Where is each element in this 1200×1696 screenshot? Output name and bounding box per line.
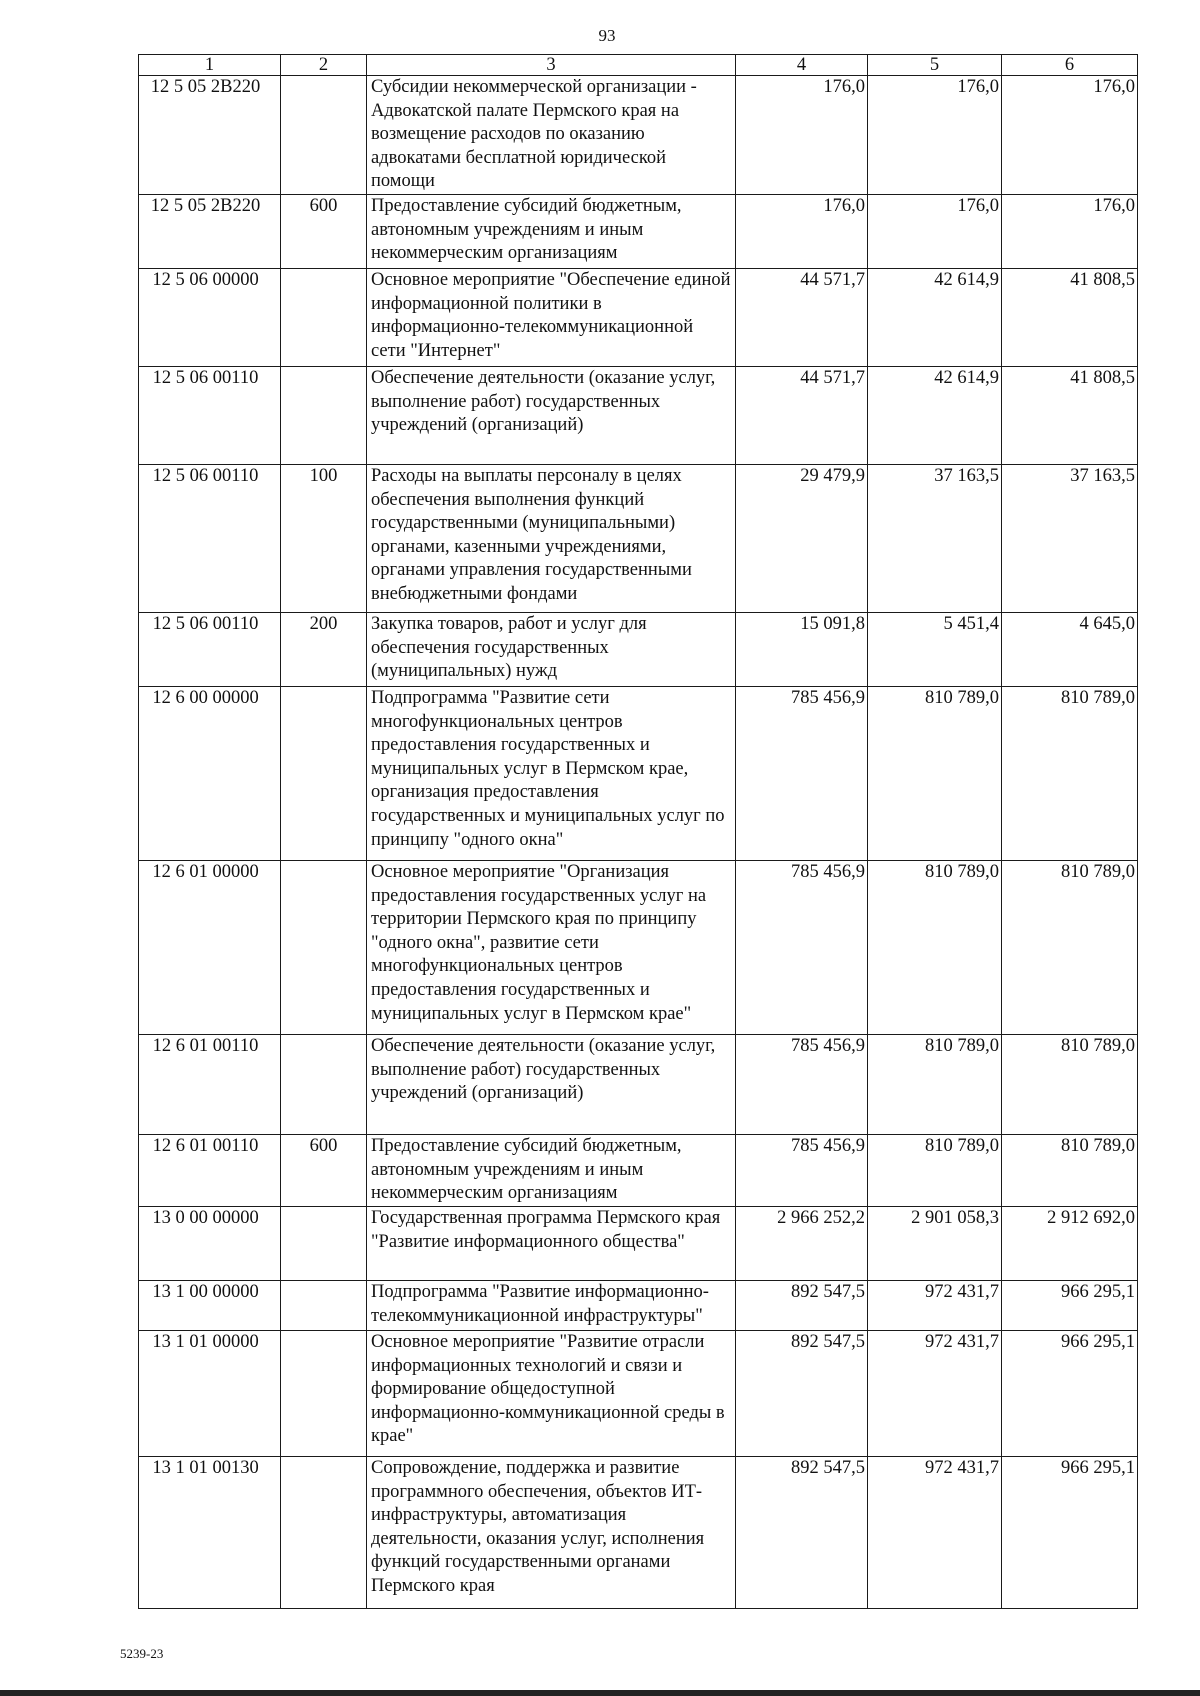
row-amount-col6: 41 808,5 — [1002, 268, 1138, 366]
row-name: Основное мероприятие "Обеспечение единой информационной политики в информационно-телекоммуникационной сети "Интернет" — [367, 268, 736, 366]
row-amount-col4: 785 456,9 — [736, 686, 868, 860]
budget-table — [138, 54, 1138, 1609]
row-name: Основное мероприятие "Организация предоставления государственных услуг на территории Пермского края по принципу "одного окна", развитие сети многофункциональных центров предоставления государственных и муниципальных услуг в Пермском крае" — [367, 860, 736, 1034]
row-amount-col5: 972 431,7 — [868, 1280, 1002, 1330]
row-expense-type: 600 — [281, 1134, 367, 1206]
table-row — [139, 464, 1138, 612]
row-name: Субсидии некоммерческой организации - Адвокатской палате Пермского края на возмещение расходов по оказанию адвокатами бесплатной юридической помощи — [367, 76, 736, 195]
row-amount-col5: 42 614,9 — [868, 268, 1002, 366]
row-expense-type — [281, 268, 367, 366]
row-amount-col4: 892 547,5 — [736, 1280, 868, 1330]
row-amount-col6: 810 789,0 — [1002, 860, 1138, 1034]
table-row — [139, 1456, 1138, 1608]
row-amount-col6: 966 295,1 — [1002, 1280, 1138, 1330]
row-code: 13 1 01 00130 — [139, 1456, 281, 1608]
row-name: Предоставление субсидий бюджетным, автономным учреждениям и иным некоммерческим организациям — [367, 194, 736, 268]
row-code: 12 6 00 00000 — [139, 686, 281, 860]
header-col-3: 3 — [367, 55, 736, 76]
row-code: 12 6 01 00110 — [139, 1134, 281, 1206]
row-name: Основное мероприятие "Развитие отрасли информационных технологий и связи и формирование общедоступной информационно-коммуникационной среды в крае" — [367, 1330, 736, 1456]
row-amount-col6: 176,0 — [1002, 76, 1138, 195]
row-expense-type — [281, 1280, 367, 1330]
row-amount-col6: 2 912 692,0 — [1002, 1206, 1138, 1280]
header-col-2: 2 — [281, 55, 367, 76]
row-name: Подпрограмма "Развитие сети многофункциональных центров предоставления государственных и муниципальных услуг в Пермском крае, организация предоставления государственных и муниципальных услуг по принципу "одного окна" — [367, 686, 736, 860]
row-amount-col4: 2 966 252,2 — [736, 1206, 868, 1280]
row-amount-col5: 810 789,0 — [868, 1134, 1002, 1206]
row-name: Обеспечение деятельности (оказание услуг, выполнение работ) государственных учреждений (организаций) — [367, 1034, 736, 1134]
row-code: 13 1 01 00000 — [139, 1330, 281, 1456]
row-expense-type — [281, 1456, 367, 1608]
row-amount-col4: 892 547,5 — [736, 1330, 868, 1456]
row-expense-type — [281, 1330, 367, 1456]
row-code: 12 5 05 2В220 — [139, 194, 281, 268]
row-code: 12 5 06 00110 — [139, 612, 281, 686]
row-amount-col5: 2 901 058,3 — [868, 1206, 1002, 1280]
row-amount-col4: 44 571,7 — [736, 268, 868, 366]
document-id: 5239-23 — [120, 1646, 164, 1661]
table-row — [139, 1206, 1138, 1280]
row-amount-col5: 972 431,7 — [868, 1456, 1002, 1608]
table-row — [139, 76, 1138, 195]
row-code: 12 5 05 2В220 — [139, 76, 281, 195]
row-name: Государственная программа Пермского края "Развитие информационного общества" — [367, 1206, 736, 1280]
row-amount-col6: 810 789,0 — [1002, 1034, 1138, 1134]
row-amount-col5: 176,0 — [868, 194, 1002, 268]
row-name: Предоставление субсидий бюджетным, автономным учреждениям и иным некоммерческим организациям — [367, 1134, 736, 1206]
row-code: 13 0 00 00000 — [139, 1206, 281, 1280]
row-amount-col6: 41 808,5 — [1002, 366, 1138, 464]
row-amount-col5: 810 789,0 — [868, 1034, 1002, 1134]
row-code: 12 5 06 00110 — [139, 366, 281, 464]
row-name: Сопровождение, поддержка и развитие программного обеспечения, объектов ИТ-инфраструктуры, автоматизация деятельности, оказания услуг, исполнения функций государственными органами Пермского края — [367, 1456, 736, 1608]
row-amount-col5: 42 614,9 — [868, 366, 1002, 464]
row-amount-col5: 37 163,5 — [868, 464, 1002, 612]
table-row — [139, 366, 1138, 464]
row-code: 12 6 01 00000 — [139, 860, 281, 1034]
row-amount-col6: 176,0 — [1002, 194, 1138, 268]
row-amount-col4: 785 456,9 — [736, 1134, 868, 1206]
row-code: 12 5 06 00000 — [139, 268, 281, 366]
table-row — [139, 1280, 1138, 1330]
row-expense-type — [281, 860, 367, 1034]
row-amount-col5: 810 789,0 — [868, 860, 1002, 1034]
header-col-5: 5 — [868, 55, 1002, 76]
row-amount-col5: 810 789,0 — [868, 686, 1002, 860]
row-amount-col6: 966 295,1 — [1002, 1456, 1138, 1608]
row-expense-type — [281, 686, 367, 860]
header-col-1: 1 — [139, 55, 281, 76]
row-amount-col5: 972 431,7 — [868, 1330, 1002, 1456]
row-amount-col5: 5 451,4 — [868, 612, 1002, 686]
row-amount-col6: 966 295,1 — [1002, 1330, 1138, 1456]
row-expense-type: 600 — [281, 194, 367, 268]
row-code: 12 6 01 00110 — [139, 1034, 281, 1134]
row-amount-col4: 44 571,7 — [736, 366, 868, 464]
row-code: 12 5 06 00110 — [139, 464, 281, 612]
row-name: Расходы на выплаты персоналу в целях обеспечения выполнения функций государственными (муниципальными) органами, казенными учреждениями, органами управления государственными внебюджетными фондами — [367, 464, 736, 612]
row-amount-col4: 785 456,9 — [736, 1034, 868, 1134]
header-col-6: 6 — [1002, 55, 1138, 76]
row-amount-col4: 892 547,5 — [736, 1456, 868, 1608]
table-row — [139, 1034, 1138, 1134]
row-amount-col6: 4 645,0 — [1002, 612, 1138, 686]
row-name: Подпрограмма "Развитие информационно-телекоммуникационной инфраструктуры" — [367, 1280, 736, 1330]
row-amount-col6: 810 789,0 — [1002, 686, 1138, 860]
row-amount-col6: 810 789,0 — [1002, 1134, 1138, 1206]
table-header-row — [139, 55, 1138, 76]
row-expense-type — [281, 76, 367, 195]
table-row — [139, 860, 1138, 1034]
row-amount-col4: 176,0 — [736, 194, 868, 268]
row-expense-type — [281, 1206, 367, 1280]
table-row — [139, 1134, 1138, 1206]
row-expense-type — [281, 366, 367, 464]
table-row — [139, 268, 1138, 366]
table-row — [139, 1330, 1138, 1456]
row-amount-col4: 15 091,8 — [736, 612, 868, 686]
row-expense-type: 200 — [281, 612, 367, 686]
row-amount-col6: 37 163,5 — [1002, 464, 1138, 612]
row-code: 13 1 00 00000 — [139, 1280, 281, 1330]
header-col-4: 4 — [736, 55, 868, 76]
table-row — [139, 686, 1138, 860]
row-amount-col4: 29 479,9 — [736, 464, 868, 612]
row-name: Обеспечение деятельности (оказание услуг, выполнение работ) государственных учреждений (организаций) — [367, 366, 736, 464]
row-name: Закупка товаров, работ и услуг для обеспечения государственных (муниципальных) нужд — [367, 612, 736, 686]
page-number: 93 — [598, 26, 616, 45]
row-amount-col4: 785 456,9 — [736, 860, 868, 1034]
table-row — [139, 612, 1138, 686]
row-amount-col4: 176,0 — [736, 76, 868, 195]
row-expense-type — [281, 1034, 367, 1134]
row-amount-col5: 176,0 — [868, 76, 1002, 195]
scan-bottom-edge — [0, 1690, 1200, 1696]
table-row — [139, 194, 1138, 268]
row-expense-type: 100 — [281, 464, 367, 612]
